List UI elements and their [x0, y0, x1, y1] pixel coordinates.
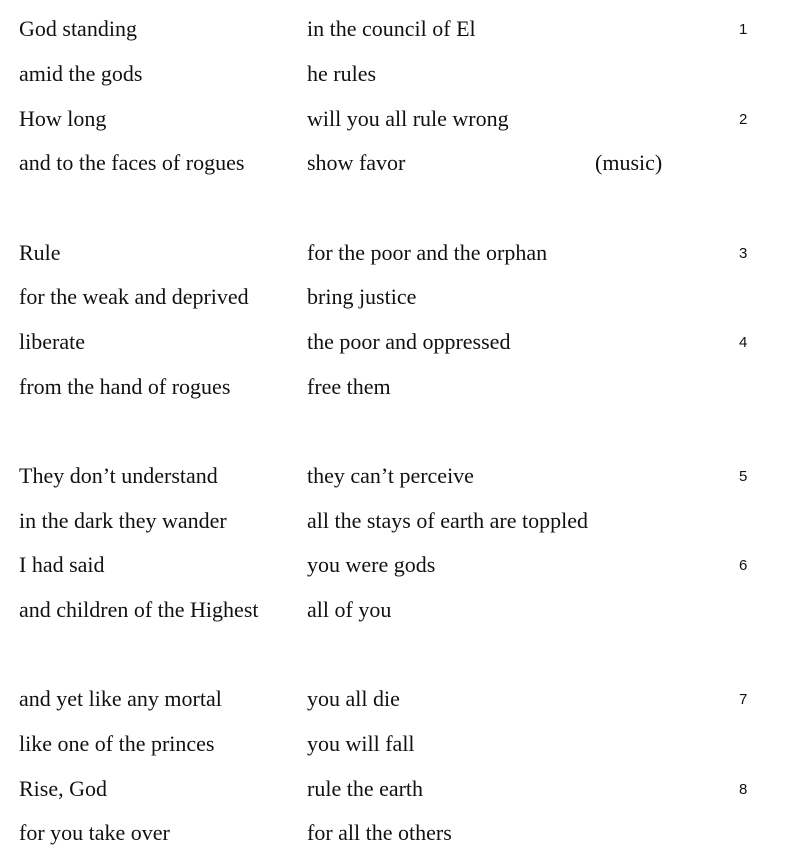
second-half-line: you all die — [307, 686, 400, 711]
first-half-line: and yet like any mortal — [19, 686, 222, 711]
verse-number: 1 — [739, 21, 748, 38]
second-half-line: all the stays of earth are toppled — [307, 508, 589, 533]
first-half-line: I had said — [19, 552, 105, 577]
music-note: (music) — [595, 150, 663, 175]
second-half-line: bring justice — [307, 284, 417, 309]
first-half-line: like one of the princes — [19, 731, 215, 756]
poem-line — [0, 239, 801, 283]
poem-line — [0, 551, 801, 595]
second-half-line: for all the others — [307, 820, 452, 845]
second-half-line: the poor and oppressed — [307, 329, 511, 354]
first-half-line: for the weak and deprived — [19, 284, 249, 309]
first-half-line: and to the faces of rogues — [19, 150, 245, 175]
second-half-line: you were gods — [307, 552, 436, 577]
first-half-line: God standing — [19, 16, 137, 41]
second-half-line: free them — [307, 374, 391, 399]
verse-number: 5 — [739, 468, 748, 485]
poem-line — [0, 596, 801, 640]
verse-number: 3 — [739, 245, 748, 262]
poem-line — [0, 328, 801, 372]
verse-number: 7 — [739, 691, 748, 708]
second-half-line: all of you — [307, 597, 392, 622]
verse-number: 4 — [739, 334, 748, 351]
second-half-line: show favor — [307, 150, 406, 175]
verse-number: 2 — [739, 111, 748, 128]
second-half-line: they can’t perceive — [307, 463, 474, 488]
poem-line — [0, 283, 801, 327]
first-half-line: They don’t understand — [19, 463, 218, 488]
first-half-line: in the dark they wander — [19, 508, 227, 533]
first-half-line: liberate — [19, 329, 85, 354]
verse-number: 6 — [739, 557, 748, 574]
first-half-line: from the hand of rogues — [19, 374, 231, 399]
first-half-line: and children of the Highest — [19, 597, 259, 622]
poem-line — [0, 15, 801, 59]
first-half-line: Rise, God — [19, 776, 107, 801]
second-half-line: rule the earth — [307, 776, 424, 801]
poem-line — [0, 730, 801, 774]
poem-line — [0, 462, 801, 506]
first-half-line: amid the gods — [19, 61, 143, 86]
first-half-line: How long — [19, 106, 107, 131]
poem-line — [0, 507, 801, 551]
poem-line — [0, 819, 801, 863]
second-half-line: he rules — [307, 61, 377, 86]
poem-line — [0, 149, 801, 193]
poem-line — [0, 685, 801, 729]
poem-line — [0, 373, 801, 417]
second-half-line: will you all rule wrong — [307, 106, 509, 131]
poem-line — [0, 775, 801, 819]
poem-line — [0, 105, 801, 149]
second-half-line: in the council of El — [307, 16, 476, 41]
first-half-line: for you take over — [19, 820, 170, 845]
second-half-line: for the poor and the orphan — [307, 240, 548, 265]
second-half-line: you will fall — [307, 731, 415, 756]
verse-number: 8 — [739, 781, 748, 798]
first-half-line: Rule — [19, 240, 61, 265]
poem-line — [0, 60, 801, 104]
